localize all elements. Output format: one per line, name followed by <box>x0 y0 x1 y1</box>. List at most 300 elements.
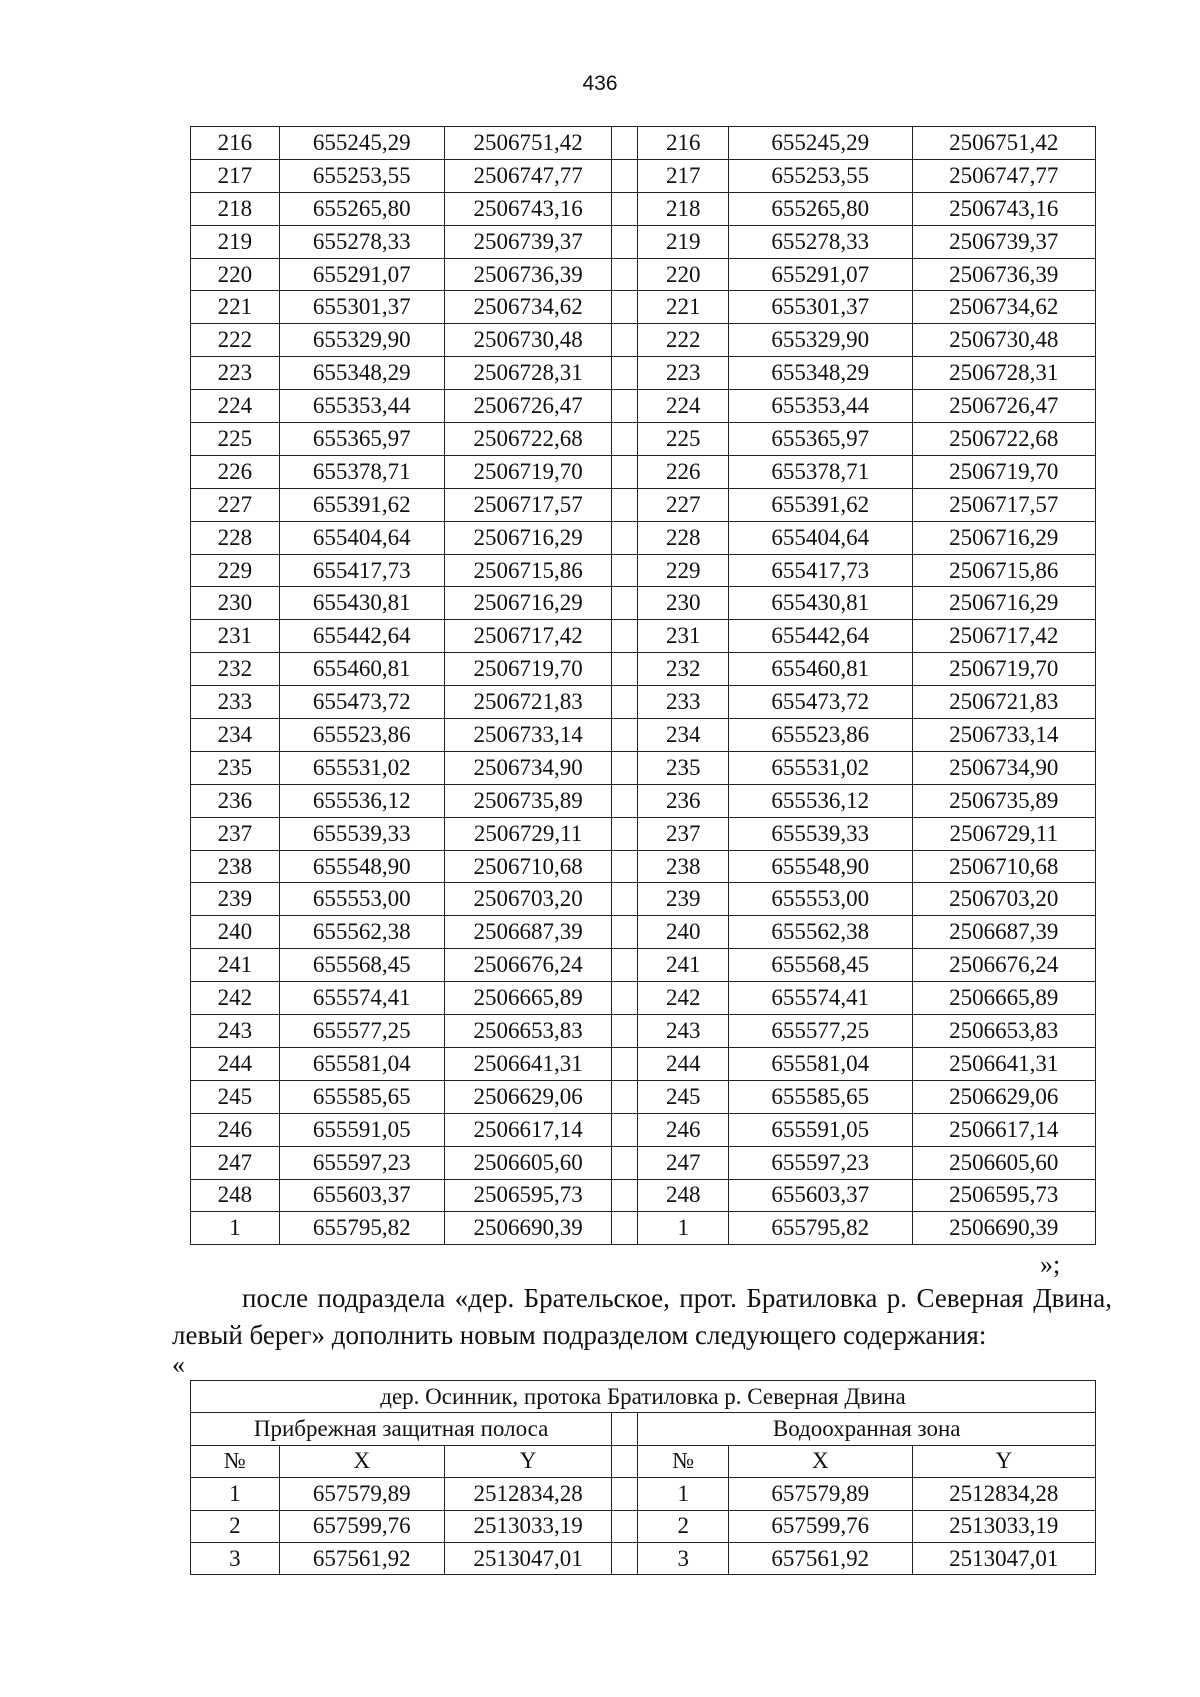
point-number: 2 <box>638 1510 729 1542</box>
point-number: 238 <box>191 850 280 883</box>
table-row <box>191 423 1096 456</box>
x-coordinate: 655265,80 <box>729 192 912 225</box>
table-row <box>191 1542 1096 1574</box>
point-number: 232 <box>638 653 729 686</box>
point-number: 228 <box>191 521 280 554</box>
y-coordinate: 2506734,62 <box>444 291 611 324</box>
spacer-cell <box>612 1113 638 1146</box>
y-coordinate: 2506747,77 <box>444 159 611 192</box>
point-number: 246 <box>191 1113 280 1146</box>
point-number: 216 <box>191 127 280 160</box>
x-coordinate: 655430,81 <box>729 587 912 620</box>
table-row <box>191 1113 1096 1146</box>
point-number: 231 <box>638 620 729 653</box>
y-coordinate: 2506717,57 <box>912 488 1096 521</box>
point-number: 234 <box>638 719 729 752</box>
y-coordinate: 2506733,14 <box>444 719 611 752</box>
point-number: 225 <box>191 423 280 456</box>
x-coordinate: 655291,07 <box>729 258 912 291</box>
point-number: 224 <box>638 390 729 423</box>
table-row <box>191 883 1096 916</box>
point-number: 1 <box>638 1212 729 1245</box>
x-coordinate: 655585,65 <box>729 1080 912 1113</box>
point-number: 236 <box>638 784 729 817</box>
table-row <box>191 916 1096 949</box>
spacer-cell <box>612 1542 638 1574</box>
x-coordinate: 655430,81 <box>279 587 444 620</box>
subsection-title: дер. Осинник, протока Братиловка р. Северная Двина <box>191 1381 1096 1413</box>
x-coordinate: 655353,44 <box>279 390 444 423</box>
y-coordinate: 2506736,39 <box>444 258 611 291</box>
table-row <box>191 159 1096 192</box>
amendment-text: после подраздела «дер. Брательское, прот. Братиловка р. Северная Двина, левый берег» дополнить новым подразделом следующего содержания: <box>172 1283 1112 1350</box>
x-coordinate: 655301,37 <box>279 291 444 324</box>
table-row <box>191 1510 1096 1542</box>
x-coordinate: 657561,92 <box>729 1542 912 1574</box>
y-coordinate: 2506736,39 <box>912 258 1096 291</box>
point-number: 236 <box>191 784 280 817</box>
table-row <box>191 1212 1096 1245</box>
y-coordinate: 2506719,70 <box>912 455 1096 488</box>
point-number: 242 <box>638 982 729 1015</box>
point-number: 248 <box>638 1179 729 1212</box>
y-coordinate: 2506721,83 <box>444 686 611 719</box>
point-number: 226 <box>191 455 280 488</box>
point-number: 225 <box>638 423 729 456</box>
y-coordinate: 2506690,39 <box>444 1212 611 1245</box>
y-coordinate: 2506739,37 <box>444 225 611 258</box>
x-coordinate: 655603,37 <box>279 1179 444 1212</box>
table-row <box>191 784 1096 817</box>
x-coordinate: 655278,33 <box>729 225 912 258</box>
point-number: 235 <box>191 751 280 784</box>
point-number: 239 <box>191 883 280 916</box>
point-number: 244 <box>191 1047 280 1080</box>
point-number: 234 <box>191 719 280 752</box>
x-coordinate: 655562,38 <box>279 916 444 949</box>
x-coordinate: 655442,64 <box>729 620 912 653</box>
y-coordinate: 2506729,11 <box>912 817 1096 850</box>
point-number: 223 <box>638 357 729 390</box>
x-coordinate: 655301,37 <box>729 291 912 324</box>
amendment-paragraph <box>172 1280 1112 1354</box>
y-coordinate: 2506715,86 <box>444 554 611 587</box>
spacer-cell <box>612 1478 638 1510</box>
x-coordinate: 655577,25 <box>279 1015 444 1048</box>
y-coordinate: 2506687,39 <box>444 916 611 949</box>
x-coordinate: 655278,33 <box>279 225 444 258</box>
x-coordinate: 655597,23 <box>279 1146 444 1179</box>
column-header-number: № <box>191 1445 280 1477</box>
point-number: 226 <box>638 455 729 488</box>
x-coordinate: 655795,82 <box>729 1212 912 1245</box>
point-number: 235 <box>638 751 729 784</box>
table-row <box>191 488 1096 521</box>
table-row <box>191 324 1096 357</box>
column-header-y: Y <box>444 1445 611 1477</box>
x-coordinate: 655539,33 <box>279 817 444 850</box>
y-coordinate: 2506735,89 <box>912 784 1096 817</box>
x-coordinate: 655417,73 <box>279 554 444 587</box>
x-coordinate: 655404,64 <box>729 521 912 554</box>
point-number: 239 <box>638 883 729 916</box>
table-row <box>191 719 1096 752</box>
point-number: 3 <box>638 1542 729 1574</box>
spacer-cell <box>612 159 638 192</box>
subsection-heading-row <box>191 1413 1096 1445</box>
y-coordinate: 2506629,06 <box>444 1080 611 1113</box>
spacer-cell <box>612 1212 638 1245</box>
y-coordinate: 2506717,42 <box>912 620 1096 653</box>
spacer-cell <box>612 521 638 554</box>
x-coordinate: 655460,81 <box>729 653 912 686</box>
x-coordinate: 655539,33 <box>729 817 912 850</box>
spacer-cell <box>612 1080 638 1113</box>
y-coordinate: 2506726,47 <box>912 390 1096 423</box>
table-row <box>191 390 1096 423</box>
subsection-column-header-row <box>191 1445 1096 1477</box>
x-coordinate: 655365,97 <box>279 423 444 456</box>
x-coordinate: 655548,90 <box>279 850 444 883</box>
point-number: 229 <box>191 554 280 587</box>
y-coordinate: 2506719,70 <box>444 653 611 686</box>
spacer-cell <box>612 291 638 324</box>
point-number: 222 <box>191 324 280 357</box>
x-coordinate: 655531,02 <box>279 751 444 784</box>
spacer-cell <box>612 488 638 521</box>
x-coordinate: 655460,81 <box>279 653 444 686</box>
point-number: 227 <box>638 488 729 521</box>
spacer-cell <box>612 554 638 587</box>
y-coordinate: 2506653,83 <box>912 1015 1096 1048</box>
point-number: 219 <box>638 225 729 258</box>
x-coordinate: 655265,80 <box>279 192 444 225</box>
y-coordinate: 2506719,70 <box>444 455 611 488</box>
point-number: 230 <box>191 587 280 620</box>
x-coordinate: 655591,05 <box>279 1113 444 1146</box>
point-number: 233 <box>638 686 729 719</box>
x-coordinate: 655568,45 <box>729 949 912 982</box>
point-number: 245 <box>191 1080 280 1113</box>
table-row <box>191 751 1096 784</box>
point-number: 231 <box>191 620 280 653</box>
point-number: 224 <box>191 390 280 423</box>
table-row <box>191 1478 1096 1510</box>
point-number: 241 <box>638 949 729 982</box>
y-coordinate: 2506719,70 <box>912 653 1096 686</box>
y-coordinate: 2506739,37 <box>912 225 1096 258</box>
spacer-cell <box>612 127 638 160</box>
y-coordinate: 2506703,20 <box>912 883 1096 916</box>
table-row <box>191 127 1096 160</box>
point-number: 223 <box>191 357 280 390</box>
point-number: 220 <box>191 258 280 291</box>
y-coordinate: 2506595,73 <box>444 1179 611 1212</box>
y-coordinate: 2513033,19 <box>912 1510 1096 1542</box>
y-coordinate: 2506722,68 <box>912 423 1096 456</box>
table-row <box>191 620 1096 653</box>
spacer-cell <box>612 390 638 423</box>
point-number: 1 <box>638 1478 729 1510</box>
x-coordinate: 655536,12 <box>279 784 444 817</box>
spacer-cell <box>612 850 638 883</box>
y-coordinate: 2506751,42 <box>912 127 1096 160</box>
x-coordinate: 655353,44 <box>729 390 912 423</box>
point-number: 216 <box>638 127 729 160</box>
y-coordinate: 2506665,89 <box>444 982 611 1015</box>
y-coordinate: 2506743,16 <box>444 192 611 225</box>
point-number: 242 <box>191 982 280 1015</box>
point-number: 232 <box>191 653 280 686</box>
point-number: 218 <box>191 192 280 225</box>
spacer-cell <box>612 883 638 916</box>
y-coordinate: 2506676,24 <box>912 949 1096 982</box>
coastal-strip-heading: Прибрежная защитная полоса <box>191 1413 612 1445</box>
y-coordinate: 2506743,16 <box>912 192 1096 225</box>
x-coordinate: 655548,90 <box>729 850 912 883</box>
y-coordinate: 2513033,19 <box>444 1510 611 1542</box>
x-coordinate: 655531,02 <box>729 751 912 784</box>
y-coordinate: 2506641,31 <box>444 1047 611 1080</box>
y-coordinate: 2506717,42 <box>444 620 611 653</box>
point-number: 237 <box>638 817 729 850</box>
water-protection-zone-heading: Водоохранная зона <box>638 1413 1096 1445</box>
subsection-title-row <box>191 1381 1096 1413</box>
point-number: 228 <box>638 521 729 554</box>
x-coordinate: 655404,64 <box>279 521 444 554</box>
x-coordinate: 655523,86 <box>729 719 912 752</box>
y-coordinate: 2506687,39 <box>912 916 1096 949</box>
table-row <box>191 1146 1096 1179</box>
spacer-cell <box>612 1047 638 1080</box>
point-number: 221 <box>191 291 280 324</box>
table-row <box>191 1080 1096 1113</box>
spacer-cell <box>612 357 638 390</box>
table-row <box>191 291 1096 324</box>
point-number: 238 <box>638 850 729 883</box>
spacer-cell <box>612 817 638 850</box>
y-coordinate: 2506735,89 <box>444 784 611 817</box>
point-number: 241 <box>191 949 280 982</box>
point-number: 2 <box>191 1510 280 1542</box>
x-coordinate: 657579,89 <box>279 1478 444 1510</box>
x-coordinate: 655568,45 <box>279 949 444 982</box>
x-coordinate: 655603,37 <box>729 1179 912 1212</box>
point-number: 240 <box>638 916 729 949</box>
x-coordinate: 655581,04 <box>729 1047 912 1080</box>
x-coordinate: 655553,00 <box>279 883 444 916</box>
y-coordinate: 2506728,31 <box>912 357 1096 390</box>
x-coordinate: 655442,64 <box>279 620 444 653</box>
table-row <box>191 357 1096 390</box>
y-coordinate: 2506716,29 <box>444 521 611 554</box>
y-coordinate: 2506617,14 <box>444 1113 611 1146</box>
spacer-cell <box>612 916 638 949</box>
x-coordinate: 655378,71 <box>279 455 444 488</box>
table-row <box>191 1047 1096 1080</box>
x-coordinate: 657599,76 <box>729 1510 912 1542</box>
spacer-cell <box>612 949 638 982</box>
spacer-cell <box>612 751 638 784</box>
x-coordinate: 655391,62 <box>729 488 912 521</box>
spacer-cell <box>612 1146 638 1179</box>
point-number: 219 <box>191 225 280 258</box>
x-coordinate: 655536,12 <box>729 784 912 817</box>
spacer-cell <box>612 1015 638 1048</box>
y-coordinate: 2513047,01 <box>912 1542 1096 1574</box>
x-coordinate: 655253,55 <box>279 159 444 192</box>
point-number: 245 <box>638 1080 729 1113</box>
point-number: 221 <box>638 291 729 324</box>
point-number: 247 <box>191 1146 280 1179</box>
y-coordinate: 2506734,90 <box>444 751 611 784</box>
y-coordinate: 2506734,90 <box>912 751 1096 784</box>
spacer-cell <box>612 620 638 653</box>
spacer-cell <box>612 1510 638 1542</box>
spacer-cell <box>612 455 638 488</box>
y-coordinate: 2506690,39 <box>912 1212 1096 1245</box>
table-row <box>191 1179 1096 1212</box>
point-number: 247 <box>638 1146 729 1179</box>
x-coordinate: 655245,29 <box>279 127 444 160</box>
table-row <box>191 949 1096 982</box>
spacer-cell <box>612 653 638 686</box>
point-number: 240 <box>191 916 280 949</box>
y-coordinate: 2506715,86 <box>912 554 1096 587</box>
x-coordinate: 657599,76 <box>279 1510 444 1542</box>
point-number: 233 <box>191 686 280 719</box>
x-coordinate: 655245,29 <box>729 127 912 160</box>
y-coordinate: 2506641,31 <box>912 1047 1096 1080</box>
x-coordinate: 655581,04 <box>279 1047 444 1080</box>
table-row <box>191 521 1096 554</box>
x-coordinate: 655553,00 <box>729 883 912 916</box>
x-coordinate: 655391,62 <box>279 488 444 521</box>
y-coordinate: 2506721,83 <box>912 686 1096 719</box>
y-coordinate: 2506730,48 <box>912 324 1096 357</box>
x-coordinate: 655365,97 <box>729 423 912 456</box>
y-coordinate: 2506716,29 <box>912 521 1096 554</box>
table-row <box>191 817 1096 850</box>
closing-quote-mark: »; <box>1040 1250 1061 1279</box>
x-coordinate: 655523,86 <box>279 719 444 752</box>
spacer-cell <box>612 225 638 258</box>
point-number: 218 <box>638 192 729 225</box>
x-coordinate: 655291,07 <box>279 258 444 291</box>
x-coordinate: 655585,65 <box>279 1080 444 1113</box>
y-coordinate: 2506605,60 <box>912 1146 1096 1179</box>
point-number: 1 <box>191 1478 280 1510</box>
point-number: 230 <box>638 587 729 620</box>
column-header-x: X <box>729 1445 912 1477</box>
x-coordinate: 655329,90 <box>279 324 444 357</box>
spacer-cell <box>612 719 638 752</box>
point-number: 237 <box>191 817 280 850</box>
y-coordinate: 2506734,62 <box>912 291 1096 324</box>
point-number: 243 <box>638 1015 729 1048</box>
y-coordinate: 2506653,83 <box>444 1015 611 1048</box>
point-number: 246 <box>638 1113 729 1146</box>
x-coordinate: 655795,82 <box>279 1212 444 1245</box>
x-coordinate: 655378,71 <box>729 455 912 488</box>
coordinates-table <box>190 126 1096 1245</box>
spacer-cell <box>612 784 638 817</box>
x-coordinate: 655417,73 <box>729 554 912 587</box>
point-number: 229 <box>638 554 729 587</box>
spacer-cell <box>612 423 638 456</box>
point-number: 243 <box>191 1015 280 1048</box>
spacer-cell <box>612 686 638 719</box>
y-coordinate: 2506730,48 <box>444 324 611 357</box>
table-row <box>191 455 1096 488</box>
y-coordinate: 2506617,14 <box>912 1113 1096 1146</box>
table-row <box>191 587 1096 620</box>
table-row <box>191 686 1096 719</box>
x-coordinate: 655253,55 <box>729 159 912 192</box>
point-number: 1 <box>191 1212 280 1245</box>
spacer-cell <box>612 982 638 1015</box>
column-header-x: X <box>279 1445 444 1477</box>
y-coordinate: 2506751,42 <box>444 127 611 160</box>
table-row <box>191 653 1096 686</box>
point-number: 217 <box>191 159 280 192</box>
x-coordinate: 655329,90 <box>729 324 912 357</box>
table-row <box>191 982 1096 1015</box>
table-row <box>191 258 1096 291</box>
y-coordinate: 2506726,47 <box>444 390 611 423</box>
y-coordinate: 2512834,28 <box>912 1478 1096 1510</box>
table-row <box>191 192 1096 225</box>
spacer-cell <box>612 324 638 357</box>
x-coordinate: 655348,29 <box>279 357 444 390</box>
column-header-y: Y <box>912 1445 1096 1477</box>
spacer-cell <box>612 1413 638 1445</box>
x-coordinate: 657579,89 <box>729 1478 912 1510</box>
x-coordinate: 657561,92 <box>279 1542 444 1574</box>
x-coordinate: 655562,38 <box>729 916 912 949</box>
subsection-table <box>190 1380 1096 1575</box>
column-header-number: № <box>638 1445 729 1477</box>
spacer-cell <box>612 1445 638 1477</box>
y-coordinate: 2506716,29 <box>912 587 1096 620</box>
y-coordinate: 2506703,20 <box>444 883 611 916</box>
page-number: 436 <box>582 72 618 95</box>
y-coordinate: 2506595,73 <box>912 1179 1096 1212</box>
y-coordinate: 2506729,11 <box>444 817 611 850</box>
y-coordinate: 2506722,68 <box>444 423 611 456</box>
y-coordinate: 2506676,24 <box>444 949 611 982</box>
y-coordinate: 2506716,29 <box>444 587 611 620</box>
point-number: 217 <box>638 159 729 192</box>
opening-quote-mark: « <box>172 1350 185 1379</box>
point-number: 220 <box>638 258 729 291</box>
x-coordinate: 655574,41 <box>729 982 912 1015</box>
y-coordinate: 2512834,28 <box>444 1478 611 1510</box>
point-number: 244 <box>638 1047 729 1080</box>
spacer-cell <box>612 587 638 620</box>
x-coordinate: 655597,23 <box>729 1146 912 1179</box>
y-coordinate: 2513047,01 <box>444 1542 611 1574</box>
x-coordinate: 655473,72 <box>279 686 444 719</box>
y-coordinate: 2506710,68 <box>912 850 1096 883</box>
table-row <box>191 1015 1096 1048</box>
spacer-cell <box>612 258 638 291</box>
x-coordinate: 655348,29 <box>729 357 912 390</box>
x-coordinate: 655577,25 <box>729 1015 912 1048</box>
y-coordinate: 2506733,14 <box>912 719 1096 752</box>
spacer-cell <box>612 1179 638 1212</box>
spacer-cell <box>612 192 638 225</box>
